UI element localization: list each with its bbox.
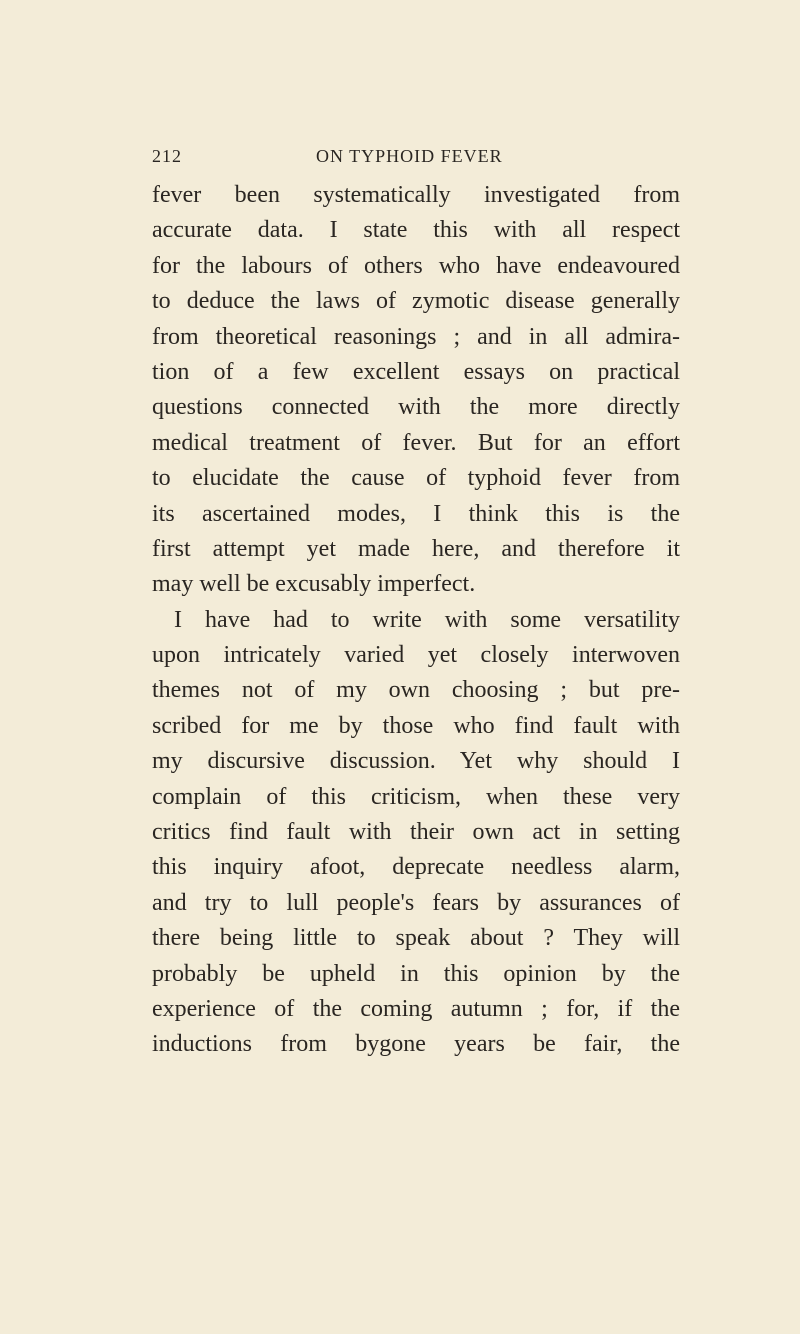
text-line: first attempt yet made here, and therefore it: [152, 535, 680, 562]
text-line: complain of this criticism, when these very: [152, 783, 680, 810]
text-line: themes not of my own choosing ; but pre-: [152, 677, 680, 704]
text-line-paragraph-end: may well be excusably imperfect.: [152, 571, 476, 598]
text-line: from theoretical reasonings ; and in all admira-: [152, 323, 680, 350]
text-line: probably be upheld in this opinion by the: [152, 960, 680, 987]
text-line: upon intricately varied yet closely interwoven: [152, 642, 680, 669]
text-line: for the labours of others who have endeavoured: [152, 252, 680, 279]
text-line: accurate data. I state this with all respect: [152, 217, 680, 244]
text-line: its ascertained modes, I think this is the: [152, 500, 680, 527]
text-line: tion of a few excellent essays on practical: [152, 358, 680, 385]
running-head: [152, 146, 680, 170]
text-line: scribed for me by those who find fault with: [152, 712, 680, 739]
running-title: ON TYPHOID FEVER: [316, 146, 503, 166]
text-line: and try to lull people's fears by assurances of: [152, 889, 680, 916]
text-line: to deduce the laws of zymotic disease generally: [152, 288, 680, 315]
body-text: [152, 178, 680, 1063]
text-line: fever been systematically investigated from: [152, 182, 680, 208]
text-line: questions connected with the more directly: [152, 394, 680, 421]
text-line: medical treatment of fever. But for an effort: [152, 429, 680, 456]
text-line: there being little to speak about ? They will: [152, 925, 680, 952]
text-line: this inquiry afoot, deprecate needless alarm,: [152, 854, 680, 881]
text-line: to elucidate the cause of typhoid fever from: [152, 465, 680, 492]
text-line-paragraph-start: I have had to write with some versatility: [174, 606, 680, 633]
text-line: inductions from bygone years be fair, the: [152, 1031, 680, 1058]
page-number: 212: [152, 146, 182, 166]
text-line: critics find fault with their own act in setting: [152, 819, 680, 846]
text-line: experience of the coming autumn ; for, if the: [152, 995, 680, 1022]
text-line: my discursive discussion. Yet why should I: [152, 748, 680, 775]
